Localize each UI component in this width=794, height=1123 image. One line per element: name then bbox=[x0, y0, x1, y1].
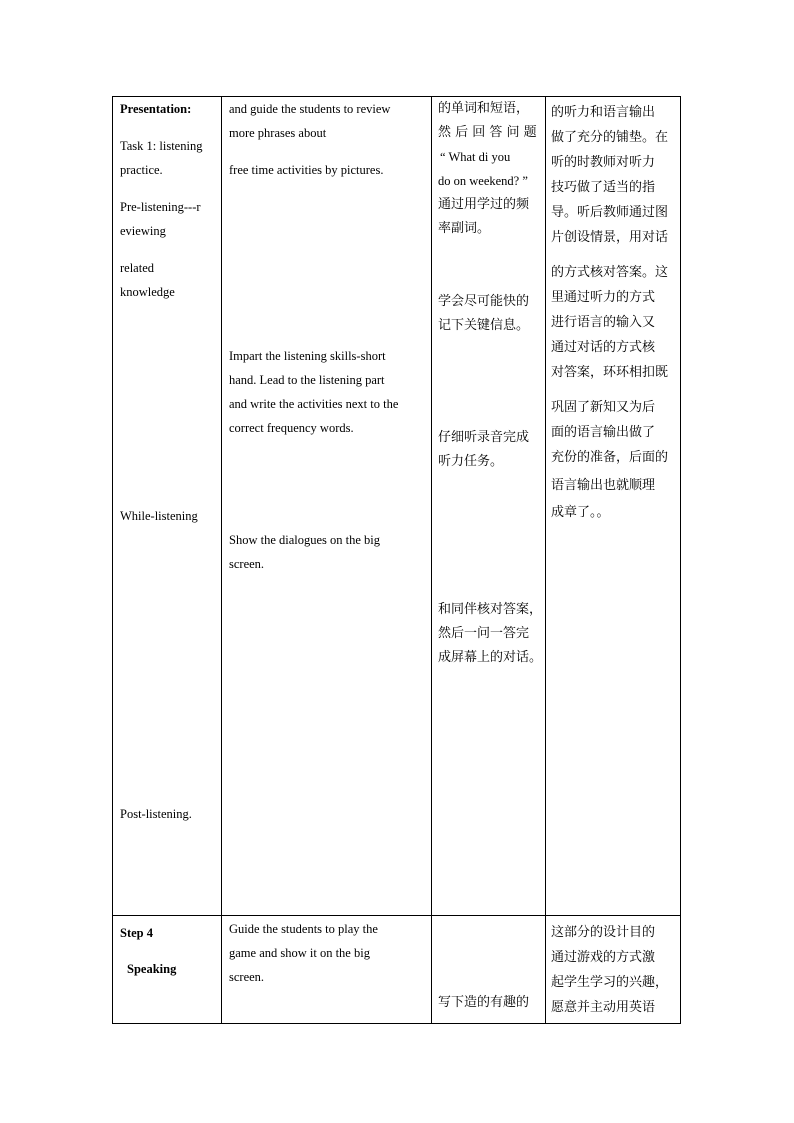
teacher-activity-review-line2: more phrases about bbox=[229, 126, 327, 140]
design-intent-line: 片创设情景，用对话 bbox=[551, 230, 669, 245]
post-listening-label: Post-listening. bbox=[120, 807, 192, 821]
design-intent-line: 语言输出也就顺理 bbox=[551, 478, 656, 493]
student-activity-check-line3: 成屏幕上的对话。 bbox=[438, 650, 543, 665]
design-intent-line: 面的语言输出做了 bbox=[551, 425, 656, 440]
student-activity-notes-line1: 学会尽可能快的 bbox=[438, 294, 530, 309]
table-border-right bbox=[680, 96, 681, 1024]
teacher-activity-review-line1: and guide the students to review bbox=[229, 102, 391, 116]
design-intent-line: 对答案，环环相扣既 bbox=[551, 365, 669, 380]
while-listening-label: While-listening bbox=[120, 509, 198, 523]
table-border-top bbox=[112, 96, 681, 97]
teacher-activity-game-line3: screen. bbox=[229, 970, 265, 984]
teacher-activity-dialogue-line1: Show the dialogues on the big bbox=[229, 533, 381, 547]
design-intent-line: 技巧做了适当的指 bbox=[551, 180, 656, 195]
table-col-divider-1 bbox=[221, 96, 222, 1024]
table-border-left bbox=[112, 96, 113, 1024]
table-col-divider-2 bbox=[431, 96, 432, 1024]
design-intent-line: 巩固了新知又为后 bbox=[551, 400, 656, 415]
design-intent-line: 的方式核对答案。这 bbox=[551, 265, 669, 280]
design-intent-line: 充份的准备，后面的 bbox=[551, 450, 669, 465]
task-label-line2: practice. bbox=[120, 163, 163, 177]
design-intent-line: 做了充分的铺垫。在 bbox=[551, 130, 669, 145]
design-intent-line: 的听力和语言输出 bbox=[551, 105, 656, 120]
design-intent-line: 听的时教师对听力 bbox=[551, 155, 656, 170]
student-activity-listen-line2: 听力任务。 bbox=[438, 454, 504, 469]
step-number: Step 4 bbox=[120, 926, 153, 940]
student-activity-listen-line1: 仔细听录音完成 bbox=[438, 430, 530, 445]
design-intent-speaking-line2: 通过游戏的方式激 bbox=[551, 950, 656, 965]
teacher-activity-game-line1: Guide the students to play the bbox=[229, 922, 378, 936]
stage-heading-presentation: Presentation: bbox=[120, 102, 192, 116]
student-activity-review-line3: “ What di you bbox=[440, 150, 511, 164]
student-activity-review-line5: 通过用学过的频 bbox=[438, 197, 530, 212]
table-row-divider bbox=[112, 915, 681, 916]
student-activity-check-line1: 和同伴核对答案， bbox=[438, 602, 543, 617]
design-intent-speaking-line4: 愿意并主动用英语 bbox=[551, 1000, 656, 1015]
student-activity-check-line2: 然后一问一答完 bbox=[438, 626, 530, 641]
student-activity-write-line1: 写下造的有趣的 bbox=[438, 995, 530, 1010]
teacher-activity-dialogue-line2: screen. bbox=[229, 557, 265, 571]
design-intent-speaking-line1: 这部分的设计目的 bbox=[551, 925, 656, 940]
design-intent-line: 通过对话的方式核 bbox=[551, 340, 656, 355]
student-activity-review-line1: 的单词和短语， bbox=[438, 101, 530, 116]
design-intent-line: 里通过听力的方式 bbox=[551, 290, 656, 305]
related-knowledge-line1: related bbox=[120, 261, 155, 275]
related-knowledge-line2: knowledge bbox=[120, 285, 175, 299]
student-activity-review-line4: do on weekend? ” bbox=[438, 174, 528, 188]
table-border-bottom bbox=[112, 1023, 681, 1024]
teacher-activity-skills-line2: hand. Lead to the listening part bbox=[229, 373, 385, 387]
teacher-activity-skills-line4: correct frequency words. bbox=[229, 421, 354, 435]
student-activity-review-line2: 然 后 回 答 问 题 bbox=[438, 125, 537, 140]
design-intent-speaking-line3: 起学生学习的兴趣， bbox=[551, 975, 669, 990]
teacher-activity-skills-line1: Impart the listening skills-short bbox=[229, 349, 386, 363]
teacher-activity-skills-line3: and write the activities next to the bbox=[229, 397, 399, 411]
student-activity-notes-line2: 记下关键信息。 bbox=[438, 318, 530, 333]
teacher-activity-review-line3: free time activities by pictures. bbox=[229, 163, 384, 177]
table-col-divider-3 bbox=[545, 96, 546, 1024]
task-label-line1: Task 1: listening bbox=[120, 139, 203, 153]
step-title-speaking: Speaking bbox=[127, 962, 177, 976]
design-intent-line: 成章了。。 bbox=[551, 505, 610, 520]
pre-listening-line2: eviewing bbox=[120, 224, 166, 238]
design-intent-line: 导。听后教师通过图 bbox=[551, 205, 669, 220]
teacher-activity-game-line2: game and show it on the big bbox=[229, 946, 370, 960]
student-activity-review-line6: 率副词。 bbox=[438, 221, 491, 236]
design-intent-line: 进行语言的输入又 bbox=[551, 315, 656, 330]
pre-listening-line1: Pre-listening---r bbox=[120, 200, 201, 214]
